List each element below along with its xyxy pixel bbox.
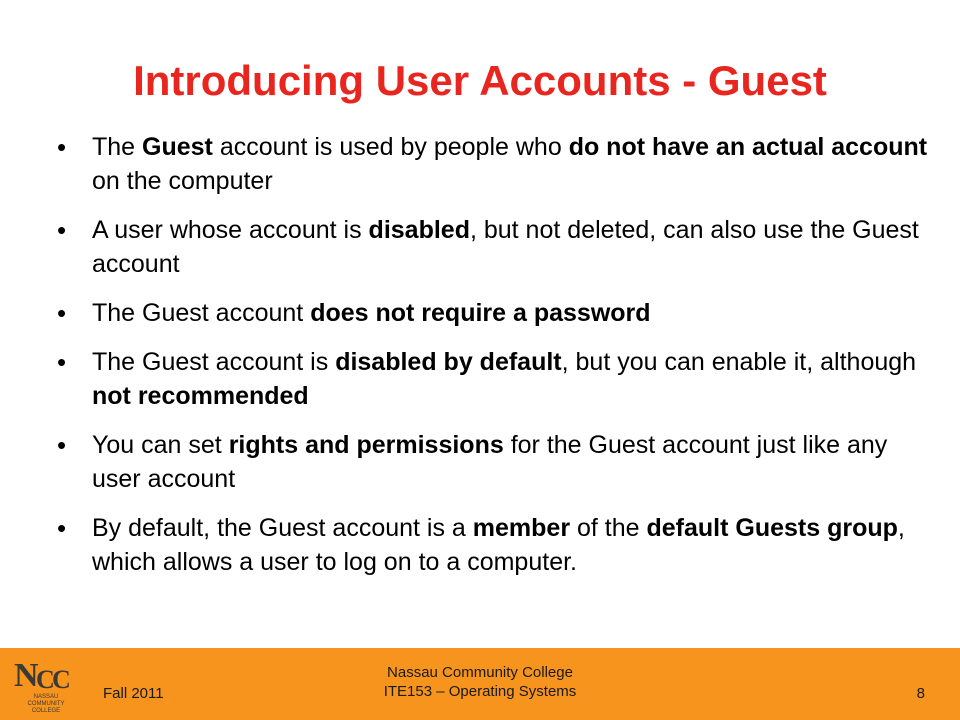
bullet-text: The Guest account bbox=[92, 299, 311, 327]
bullet-item bbox=[55, 296, 935, 330]
logo-line-2: COMMUNITY bbox=[27, 701, 65, 707]
footer-center bbox=[330, 663, 630, 701]
bullet-item bbox=[55, 213, 935, 281]
logo-line-3: COLLEGE bbox=[31, 708, 61, 714]
bullet-text: By default, the Guest account is a bbox=[92, 514, 473, 542]
bullet-text: A user whose account is bbox=[92, 216, 369, 244]
slide-title: Introducing User Accounts - Guest bbox=[133, 57, 827, 104]
bullet-text: The Guest account is bbox=[92, 348, 336, 376]
footer-course-name: ITE153 – Operating Systems bbox=[383, 683, 577, 700]
bullet-list bbox=[55, 130, 935, 594]
footer-date: Fall 2011 bbox=[103, 685, 164, 702]
bullet-item bbox=[55, 130, 935, 198]
logo-letter-c1: C bbox=[36, 665, 55, 694]
logo-letter-c2: C bbox=[52, 665, 71, 694]
bullet-text: for the Guest account just like any user account bbox=[92, 431, 888, 493]
bullet-item bbox=[55, 428, 935, 496]
logo-letter-n: N bbox=[14, 657, 39, 694]
bullet-emphasis-text: member bbox=[472, 514, 571, 542]
page-number: 8 bbox=[916, 685, 925, 702]
bullet-text: The bbox=[92, 133, 143, 161]
bullet-emphasis-text: disabled bbox=[368, 216, 470, 244]
bullet-emphasis-text: do not have an actual account bbox=[568, 133, 928, 161]
bullet-text: of the bbox=[570, 514, 647, 542]
footer-college-name: Nassau Community College bbox=[387, 664, 573, 681]
bullet-item bbox=[55, 511, 935, 579]
bullet-text: , but you can enable it, although bbox=[561, 348, 917, 376]
bullet-text: , but not deleted, can also use the Guest account bbox=[92, 216, 919, 278]
bullet-text: account is used by people who bbox=[212, 133, 569, 161]
bullet-text: You can set bbox=[92, 431, 229, 459]
bullet-emphasis-text: rights and permissions bbox=[228, 431, 504, 459]
bullet-text: on the computer bbox=[92, 167, 273, 195]
logo-line-1: NASSAU bbox=[33, 694, 59, 700]
bullet-item bbox=[55, 345, 935, 413]
bullet-emphasis-text: Guest bbox=[142, 133, 213, 161]
bullet-emphasis-text: disabled by default bbox=[335, 348, 562, 376]
footer-bar bbox=[0, 648, 960, 720]
bullet-text: , which allows a user to log on to a computer. bbox=[92, 514, 905, 576]
college-logo bbox=[12, 654, 80, 716]
bullet-emphasis-text: does not require a password bbox=[310, 299, 651, 327]
bullet-emphasis-text: default Guests group bbox=[646, 514, 898, 542]
bullet-emphasis-text: not recommended bbox=[92, 382, 309, 410]
